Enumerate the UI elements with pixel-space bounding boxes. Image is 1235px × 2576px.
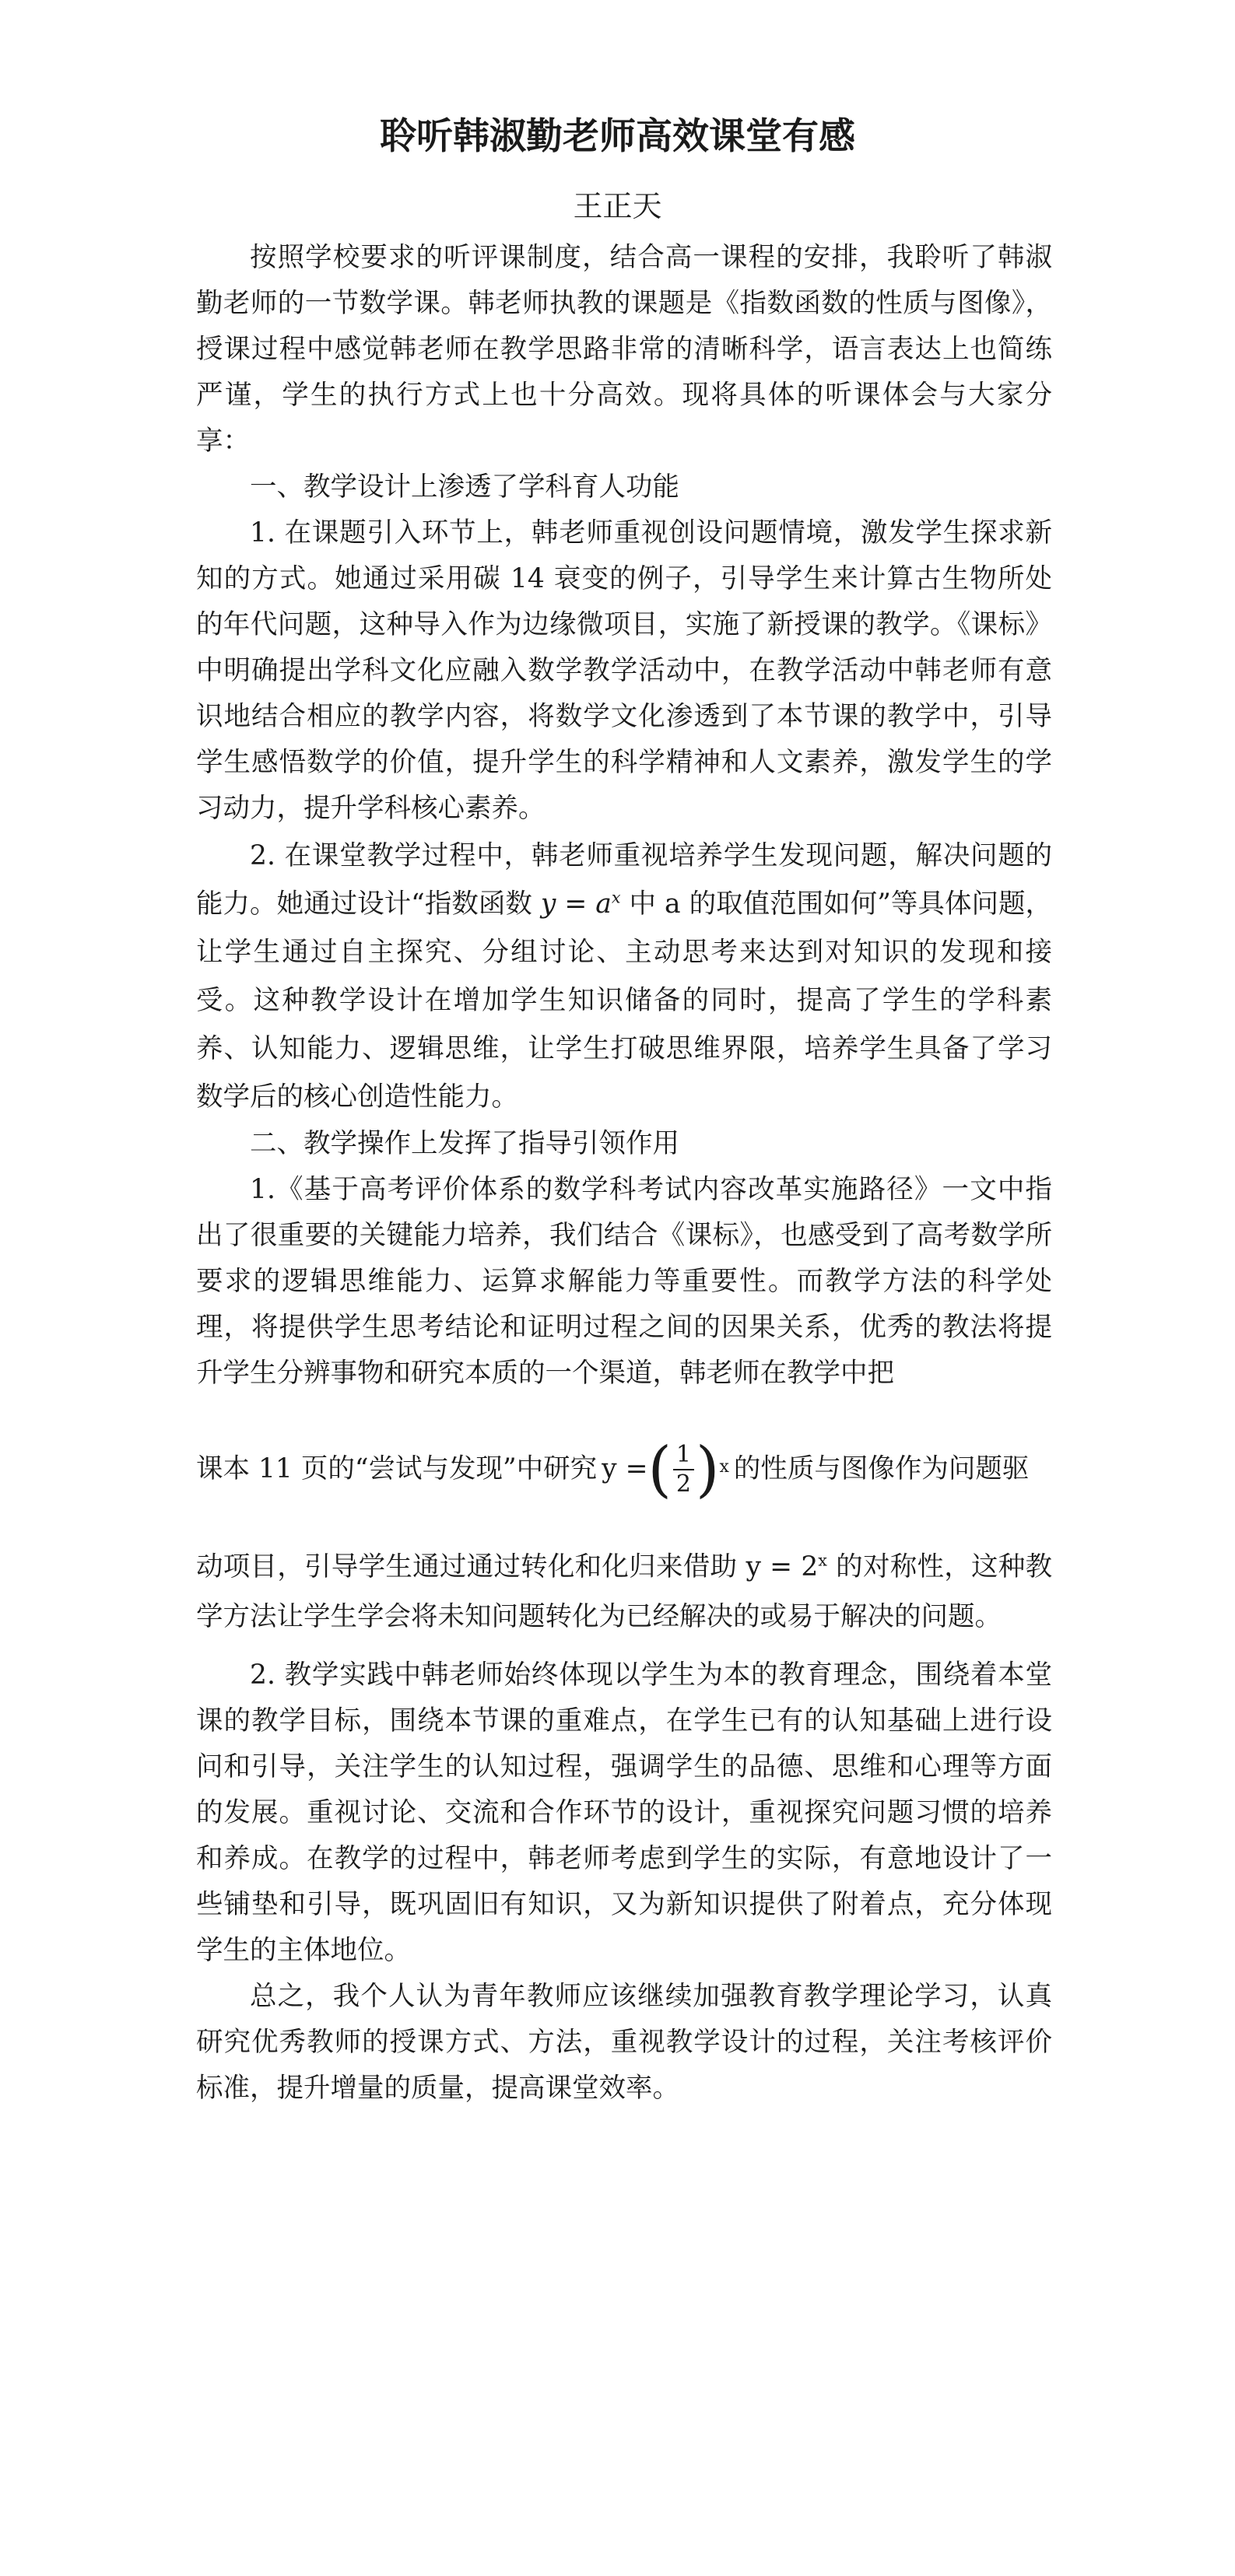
paren-close: ) <box>696 1434 720 1505</box>
conclusion-paragraph: 总之，我个人认为青年教师应该继续加强教育教学理论学习，认真研究优秀教师的授课方式、方法，重视教学设计的过程，关注考核评价标准，提升增量的质量，提高课堂效率。 <box>196 1981 1052 2104</box>
formula-base: a <box>595 888 612 920</box>
formula-power-two <box>746 1551 826 1582</box>
document-title: 聆听韩淑勤老师高效课堂有感 <box>380 115 855 158</box>
section-2-paragraph-1-cont <box>196 1542 1052 1642</box>
fraction-numerator: 1 <box>673 1441 694 1470</box>
formula-exponential <box>541 888 621 920</box>
intro-paragraph: 按照学校要求的听评课制度，结合高一课程的安排，我聆听了韩淑勤老师的一节数学课。韩老师执教的课题是《指数函数的性质与图像》，授课过程中感觉韩老师在教学思路非常的清晰科学，语言表达上也简练严谨，学生的执行方式上也十分高效。现将具体的听课体会与大家分享： <box>196 242 1052 457</box>
text-span: 中 a 的取值范围如何”等具体问题，让学生通过自主探究、分组讨论、主动思考来达到对知识的发现和接受。这种教学设计在增加学生知识储备的同时，提高了学生的学科素养、认知能力、逻辑思维，让学生打破思维界限，培养学生具备了学习数学后的核心创造性能力。 <box>196 888 1053 1113</box>
fraction-denominator: 2 <box>675 1470 692 1498</box>
formula-var: y <box>540 888 556 920</box>
text-span: 的性质与图像作为问题驱 <box>733 1453 1030 1484</box>
section-2-paragraph-1 <box>196 1167 1052 1642</box>
section-2-paragraph-1-text: 1.《基于高考评价体系的数学科考试内容改革实施路径》一文中指出了很重要的关键能力培养，我们结合《课标》，也感受到了高考数学所要求的逻辑思维能力、运算求解能力等重要性。而教学方法的科学处理，将提供学生思考结论和证明过程之间的因果关系，优秀的教法将提升学生分辨事物和研究本质的一个渠道，韩老师在教学中把 <box>196 1174 1052 1389</box>
formula-equals: = <box>556 888 596 920</box>
paren-open: ( <box>647 1434 672 1505</box>
text-span: 动项目，引导学生通过通过转化和化归来借助 <box>196 1551 746 1582</box>
formula-exponent: x <box>818 1551 827 1570</box>
formula-lhs: y = 2 <box>746 1551 819 1582</box>
section-2-paragraph-2: 2. 教学实践中韩老师始终体现以学生为本的教育理念，围绕着本堂课的教学目标，围绕本节课的重难点，在学生已有的认知基础上进行设问和引导，关注学生的认知过程，强调学生的品德、思维和心理等方面的发展。重视讨论、交流和合作环节的设计，重视探究问题习惯的培养和养成。在教学的过程中，韩老师考虑到学生的实际，有意地设计了一些铺垫和引导，既巩固旧有知识，又为新知识提供了附着点，充分体现学生的主体地位。 <box>196 1660 1052 1966</box>
section-1-heading: 一、教学设计上渗透了学科育人功能 <box>250 471 679 503</box>
formula-lhs: y = <box>602 1453 648 1484</box>
document-body <box>196 235 1052 2112</box>
section-1-paragraph-1: 1. 在课题引入环节上，韩老师重视创设问题情境，激发学生探求新知的方式。她通过采用碳 14 衰变的例子，引导学生来计算古生物所处的年代问题，这种导入作为边缘微项目，实施了新授课的教学。《课标》中明确提出学科文化应融入数学教学活动中，在教学活动中韩老师有意识地结合相应的教学内容，将数学文化渗透到了本节课的教学中，引导学生感悟数学的价值，提升学生的科学精神和人文素养，激发学生的学习动力，提升学科核心素养。 <box>196 517 1052 824</box>
text-span: 课本 11 页的“尝试与发现”中研究 <box>196 1453 598 1484</box>
text-span: 的对称性，这种教学方法让学生学会将未知问题转化为已经解决的或易于解决的问题。 <box>196 1551 1053 1632</box>
formula-line <box>196 1424 1052 1516</box>
fraction <box>673 1441 694 1498</box>
author-name: 王正天 <box>573 189 662 223</box>
text-span: 2. 在课堂教学过程中，韩老师重视培养学生发现问题，解决问题的能力。她通过设计“指数函数 <box>196 840 1052 920</box>
section-1-paragraph-2 <box>196 832 1052 1121</box>
formula-exponent: x <box>719 1456 729 1477</box>
formula-half-power <box>602 1434 729 1505</box>
section-2-heading: 二、教学操作上发挥了指导引领作用 <box>250 1128 679 1159</box>
formula-exponent: x <box>611 888 621 907</box>
